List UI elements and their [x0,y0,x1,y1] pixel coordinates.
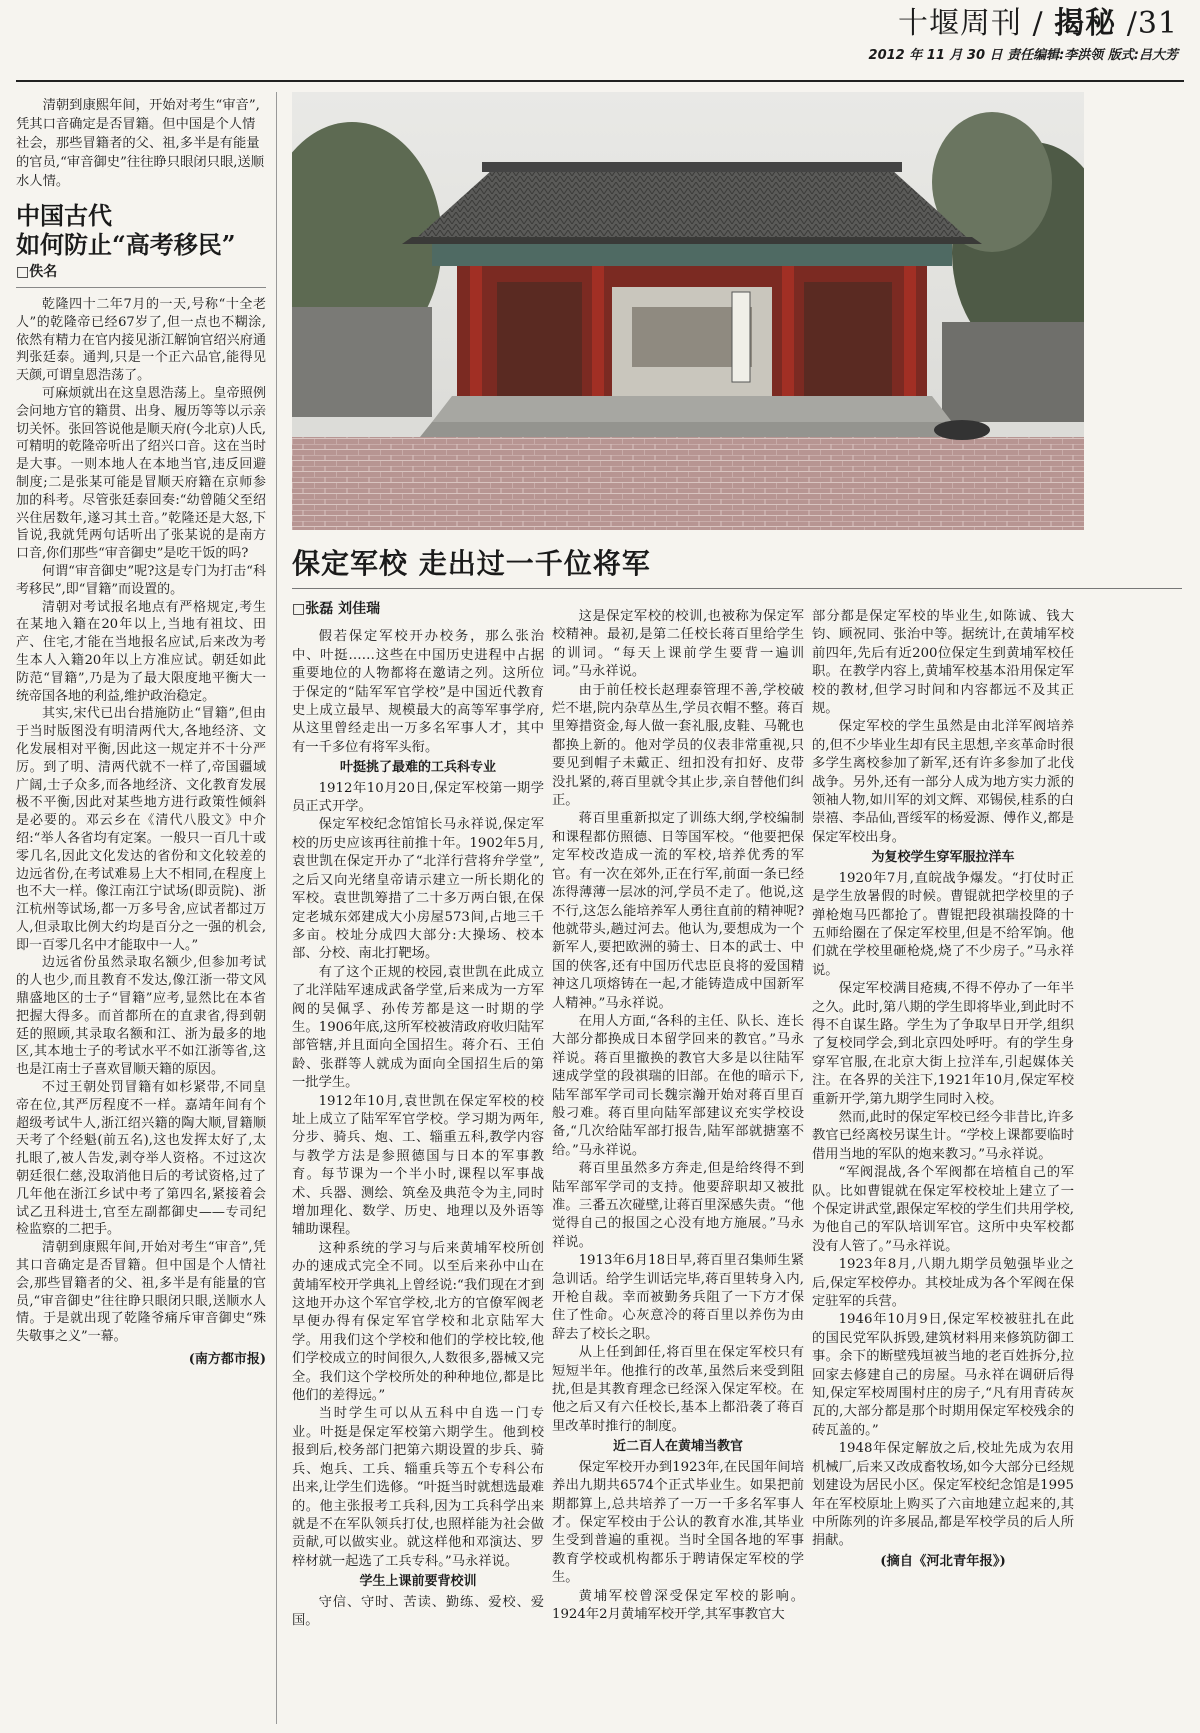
article-paragraph: 黄埔军校曾深受保定军校的影响。1924年2月黄埔军校开学,其军事教官大 [552,1588,804,1622]
sidebar-source: (南方都市报) [188,1352,266,1368]
article-paragraph: 1912年10月20日,保定军校第一期学员正式开学。 [292,780,544,815]
article-paragraph: 1912年10月,袁世凯在保定军校的校址上成立了陆军军官学校。学习期为两年,分步、骑兵、炮、工、辎重五科,教学内容与教学方法是参照德国与日本的军事教育。每节课为一个半小时,课程以军事战术、兵器、测绘、筑垒及典范令为主,同时增加理化、数学、历史、地理以及外语等辅助课程。 [292,1093,544,1238]
section-subheading: 学生上课前要背校训 [359,1574,477,1590]
section-title: 十堰周刊 [897,6,1022,41]
section-subheading: 叶挺挑了最难的工兵科专业 [339,760,496,776]
article-column-2 [552,608,804,1728]
section-subheading: 近二百人在黄埔当教官 [612,1439,743,1455]
article-paragraph: 1913年6月18日早,蒋百里召集师生紧急训话。给学生训话完毕,蒋百里转身入内,开枪自裁。幸而被勤务兵阻了一下方才保住了性命。心灰意冷的蒋百里以养伤为由辞去了校长之职。 [552,1253,804,1342]
article-paragraph: 蒋百里重新拟定了训练大纲,学校编制和课程都仿照德、日等国军校。“他要把保定军校改造成一流的军校,培养优秀的军官。有一次在郊外,正在行军,前面一条已经冻得薄薄一层冰的河,学员不走了。他说,这不行,这怎么能培养军人勇往直前的精神呢?他就带头,趟过河去。他认为,要想成为一个新军人,要把欧洲的骑士、日本的武士、中国的侠客,还有中国历代忠臣良将的爱国精神这几项熔铸在一起,才能铸造成中国新军人精神。”马永祥说。 [552,811,804,1011]
article-byline: □张磊 刘佳瑞 [292,601,381,617]
headline-line-1: 中国古代 [16,201,112,230]
article-paragraph: 1923年8月,八期九期学员勉强毕业之后,保定军校停办。其校址成为各个军阀在保定驻军的兵营。 [812,1257,1074,1310]
sidebar-paragraph: 清朝到康熙年间,开始对考生“审音”,凭其口音确定是否冒籍。但中国是个人情社会,那些冒籍者的父、祖,多半是有能量的官员,“审音御史”往往睁只眼闭只眼,送顺水人情。于是就出现了乾隆爷痛斥审音御史“殊失敬事之义”一幕。 [16,1240,266,1345]
article-paragraph: 有了这个正规的校园,袁世凯在此成立了北洋陆军速成武备学堂,后来成为一方军阀的吴佩孚、孙传芳都是这一时期的学生。1906年底,这所军校被清政府收归陆军部管辖,并且面向全国招生。蒋介石、王伯龄、张群等人就成为面向全国招生后的第一批学生。 [292,964,544,1091]
article-paragraph: “军阀混战,各个军阀都在培植自己的军队。比如曹锟就在保定军校校址上建立了一个保定讲武堂,跟保定军校的学生们共用学校,为他自己的军队培训军官。这所中央军校都没有人管了。”马永祥说。 [812,1165,1074,1254]
article-paragraph: 这是保定军校的校训,也被称为保定军校精神。最初,是第二任校长蒋百里给学生的训词。“每天上课前学生要背一遍训词。”马永祥说。 [552,609,804,680]
sidebar-paragraph: 何谓“审音御史”呢?这是专门为打击“科考移民”,即“冒籍”而设置的。 [16,563,266,597]
header-rule [16,80,1184,82]
masthead [869,6,1178,63]
article-column-1 [292,600,544,1720]
article-paragraph: 在用人方面,“各科的主任、队长、连长大部分都换成日本留学回来的教官。”马永祥说。蒋百里撤换的教官大多是以往陆军速成学堂的段祺瑞的旧部。在他的暗示下,陆军部军学司司长魏宗瀚开始对蒋百里百般刁难。蒋百里向陆军部建议充实学校设备,“几次给陆军部打报告,陆军部就搪塞不给。”马永祥说。 [552,1013,804,1158]
sidebar-headline [16,201,266,259]
separator: / [1032,6,1044,41]
headline-line-2: 如何防止“高考移民” [16,230,236,259]
article-paragraph: 蒋百里虽然多方奔走,但是给终得不到陆军部军学司的支持。他要辞职却又被批准。三番五次碰壁,让蒋百里深感失责。“他觉得自己的报国之心没有地方施展。”马永祥说。 [552,1161,804,1250]
article-paragraph: 由于前任校长赵理泰管理不善,学校破烂不堪,院内杂草丛生,学员衣帽不整。蒋百里筹措资金,每人做一套礼服,皮鞋、马靴也都换上新的。他对学员的仪表非常重视,只要见到帽子未戴正、纽扣没有扣好、皮带没扎紧的,蒋百里就令其止步,亲自替他们纠正。 [552,682,804,809]
column-divider [276,92,277,1724]
sidebar-article [16,96,266,1726]
page-number: 31 [1137,6,1178,41]
sidebar-paragraph: 乾隆四十二年7月的一天,号称“十全老人”的乾隆帝已经67岁了,但一点也不糊涂,依然有精力在官内接见浙江解饷官绍兴府通判张廷泰。通判,只是一个正六品官,能得见天颜,可谓皇恩浩荡了。 [16,297,266,384]
sidebar-paragraph: 不过王朝处罚冒籍有如杉紧带,不同皇帝在位,其严厉程度不一样。嘉靖年间有个超级考试牛人,浙江绍兴籍的陶大顺,冒籍顺天考了个经魁(前五名),这也发挥太好了,太扎眼了,被人告发,剥夺举人资格。不过这次朝廷很仁慈,没取消他日后的考试资格,过了几年他在浙江乡试中考了第四名,紧接着会试乙丑科进士,官至左副都御史——专司纪检监察的二把手。 [16,1080,266,1238]
gate-photo [292,92,1084,530]
issue-info: 2012 年 11 月 30 日 责任编辑:李洪领 版式:吕大芳 [868,48,1178,63]
article-paragraph: 保定军校纪念馆馆长马永祥说,保定军校的历史应该再往前推十年。1902年5月,袁世凯在保定开办了“北洋行营将弁学堂”,之后又向光绪皇帝请示建立一所长期化的军校。袁世凯筹措了二十多万两白银,在保定老城东郊建成大小房屋573间,占地三千多亩。校址分成四大部分:大操场、校本部、分校、南北打靶场。 [292,817,544,962]
article-source: (摘自《河北青年报》) [880,1553,1006,1569]
separator: / [1126,6,1138,41]
column-name: 揭秘 [1054,6,1117,41]
article-column-3 [812,608,1074,1728]
article-paragraph: 保定军校的学生虽然是由北洋军阀培养的,但不少毕业生却有民主思想,辛亥革命时很多学生离校参加了新军,还有许多参加了北伐战争。另外,还有一部分人成为地方实力派的领袖人物,如川军的刘文辉、邓锡侯,桂系的白崇禧、李品仙,晋绥军的杨爱源、傅作义,都是保定军校出身。 [812,719,1074,845]
article-paragraph: 假若保定军校开办校务，那么张治中、叶挺……这些在中国历史进程中占据重要地位的人物都将在邀请之列。这所位于保定的“陆军军官学校”是中国近代教育史上成立最早、规模最大的高等军事学府,从这里曾经走出一万多名军事人才，其中有一千多位有将军头衔。 [292,629,544,755]
article-paragraph: 当时学生可以从五科中自选一门专业。叶挺是保定军校第六期学生。他到校报到后,校务部门把第六期设置的步兵、骑兵、炮兵、工兵、辎重兵等五个专科公布出来,让学生们选修。“叶挺当时就想选最难的。他主张报考工兵科,因为工兵科学出来就是不在军队领兵打仗,也照样能为社会做贡献,可以做实业。就这样他和邓演达、罗梓材就一起选了工兵专科。”马永祥说。 [292,1406,544,1569]
sidebar-paragraph: 可麻烦就出在这皇恩浩荡上。皇帝照例会问地方官的籍贯、出身、履历等等以示亲切关怀。张回答说他是顺天府(今北京)人氏,可精明的乾隆帝听出了绍兴口音。这在当时是大事。一则本地人在本地当官,违反回避制度;二是张某可能是冒顺天府籍在京师参加的科考。尽管张廷泰回奏:“幼曾随父至绍兴住居数年,遂习其土音。”乾隆还是大怒,下旨说,我就凭两句话听出了张某说的是南方口音,你们那些“审音御史”是吃干饭的吗? [16,385,266,562]
article-paragraph: 然而,此时的保定军校已经今非昔比,许多教官已经离校另谋生计。“学校上课都要临时借用当地的军队的炮来教习。”马永祥说。 [812,1109,1074,1162]
sidebar-paragraph: 边远省份虽然录取名额少,但参加考试的人也少,而且教育不发达,像江浙一带文风鼎盛地区的士子“冒籍”应考,显然比在本省把握大得多。而首都所在的直隶省,得到朝廷的照顾,其录取名额和江、浙为最多的地区,其本地士子的考试水平不如江浙等省,这也是江南士子喜欢冒顺天籍的原因。 [16,955,266,1078]
article-paragraph: 从上任到卸任,将百里在保定军校只有短短半年。他推行的改革,虽然后来受到阻扰,但是其教育理念已经深入保定军校。在他之后又有六任校长,基本上都沿袭了蒋百里改革时推行的制度。 [552,1345,804,1434]
sidebar-paragraph: 其实,宋代已出台措施防止“冒籍”,但由于当时版图没有明清两代大,各地经济、文化发展相对平衡,因此这一规定并不十分严厉。到了明、清两代就不一样了,帝国疆域广阔,士子众多,而各地经济、文化教育发展极不平衡,因此对某些地方进行政策性倾斜是必要的。邓云乡在《清代八股文》中介绍:“举人各省均有定案。一般只一百几十或零几名,因此文化发达的省份和文化较差的边远省份,在考试难易上大不相同,在程度上也不大一样。像江南江宁试场(即贡院)、浙江杭州等试场,都一万多号舍,应试者都过万人,但录取比例大约均是百分之一强的机会,即一百零几名中才能取中一人。” [16,706,266,953]
title-rule [292,588,1182,589]
sidebar-byline: □佚名 [16,264,58,280]
article-paragraph: 部分都是保定军校的毕业生,如陈诚、钱大钧、顾祝同、张治中等。据统计,在黄埔军校前四年,先后有近200位保定生到黄埔军校任职。在教学内容上,黄埔军校基本沿用保定军校的教材,但学习时间和内容都远不及其正规。 [812,609,1074,717]
sidebar-paragraph: 清朝对考试报名地点有严格规定,考生在某地入籍在20年以上,当地有祖坟、田产、住宅,才能在当地报名应试,后来改为考生本人入籍20年以上方准应试。朝廷如此防范“冒籍”,乃是为了最大限度地平衡大一统帝国各地的利益,维护政治稳定。 [16,599,266,704]
sidebar-body [16,296,266,1346]
article-title: 保定军校 走出过一千位将军 [292,547,651,580]
article-paragraph: 保定军校开办到1923年,在民国年间培养出九期共6574个正式毕业生。如果把前期都算上,总共培养了一万一千多名军事人才。保定军校由于公认的教育水准,其毕业生受到普遍的重视。当时全国各地的军事教育学校或机构都乐于聘请保定军校的学生。 [552,1459,804,1586]
article-paragraph: 1948年保定解放之后,校址先成为农用机械厂,后来又改成畜牧场,如今大部分已经规划建设为居民小区。保定军校纪念馆是1995年在军校原址上购买了六亩地建立起来的,其中所陈列的许多展品,都是军校学员的后人所捐献。 [812,1441,1074,1549]
article-paragraph: 这种系统的学习与后来黄埔军校所创办的速成式完全不同。以至后来孙中山在黄埔军校开学典礼上曾经说:“我们现在才到这地开办这个军官学校,北方的官僚军阀老早便办得有保定军官学校和北京陆军大学。用我们这个学校和他们的学校比较,他们学校成立的时间很久,人数很多,器械又完全。我们这个学校所处的种种地位,都是比他们的差得远。” [292,1240,544,1404]
article-paragraph: 守信、守时、苦读、勤练、爱校、爱国。 [292,1594,544,1628]
divider [16,287,266,288]
article-paragraph: 1920年7月,直皖战争爆发。“打仗时正是学生放暑假的时候。曹锟就把学校里的子弹枪炮马匹都抢了。曹锟把段祺瑞投降的十五师给圈在了保定军校里,但是不给军饷。他们就在学校里砸枪烧,烧了不少房子。”马永祥说。 [812,870,1074,978]
article-paragraph: 保定军校满目疮痍,不得不停办了一年半之久。此时,第八期的学生即将毕业,到此时不得不自谋生路。学生为了争取早日开学,组织了复校同学会,到北京四处呼吁。有的学生身穿军官服,在北京大街上拉洋车,引起媒体关注。在各界的关注下,1921年10月,保定军校重新开学,第九期学生同时入校。 [812,981,1074,1107]
article-paragraph: 1946年10月9日,保定军校被驻扎在此的国民党军队拆毁,建筑材料用来修筑防御工事。余下的断壁残垣被当地的老百姓拆分,拉回家去修建自己的房屋。马永祥在调研后得知,保定军校周围村庄的房子,“凡有用青砖灰瓦的,大部分都是那个时期用保定军校残余的砖瓦盖的。” [812,1312,1074,1438]
sidebar-intro: 清朝到康熙年间，开始对考生“审音”,凭其口音确定是否冒籍。但中国是个人情社会，那些冒籍者的父、祖,多半是有能量的官员,“审音御史”往往睁只眼闭只眼,送顺水人情。 [16,98,265,189]
section-subheading: 为复校学生穿军服拉洋车 [871,850,1015,866]
